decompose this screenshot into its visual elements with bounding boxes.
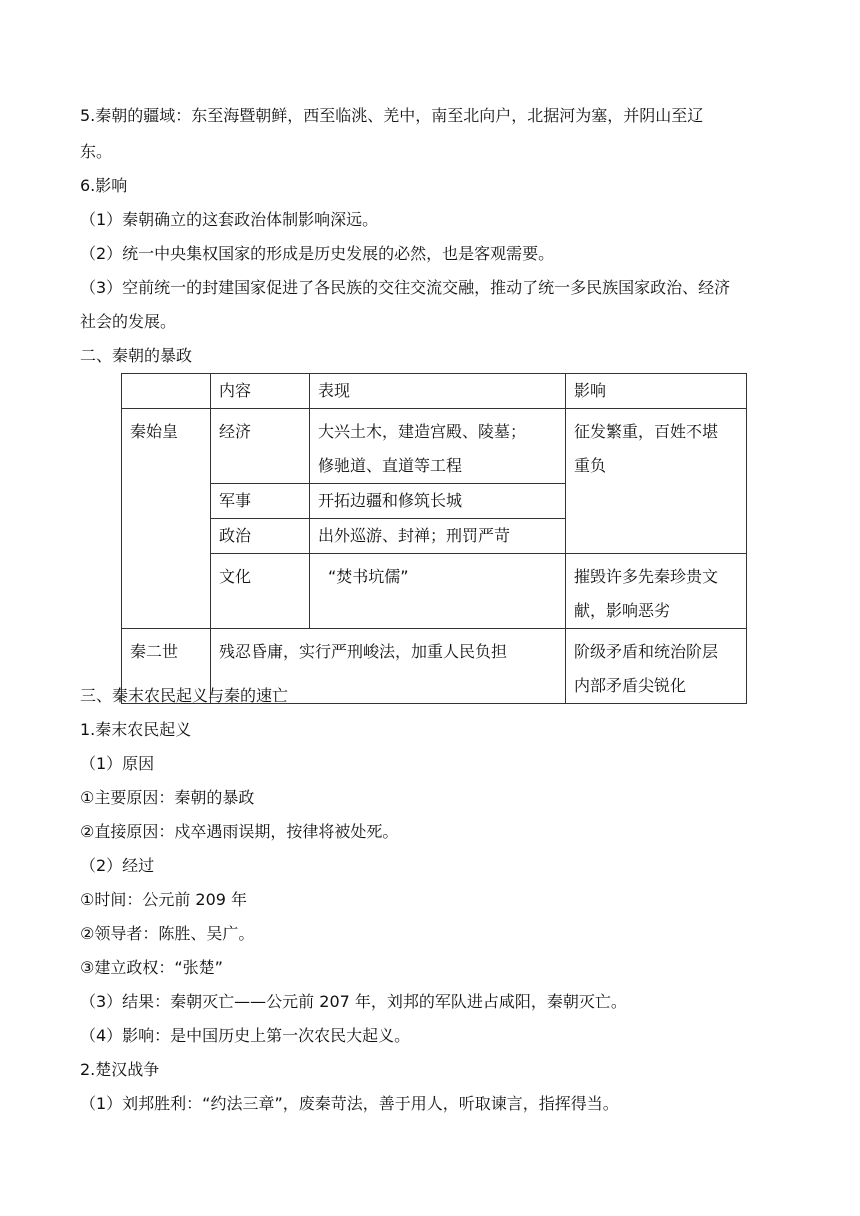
table-cell [566,554,747,629]
text-line: 5.秦朝的疆域：东至海暨朝鲜，西至临洮、羌中，南至北向户，北据河为塞，并阴山至辽 [80,106,704,125]
text-line: ①主要原因：秦朝的暴政 [80,788,255,807]
text-line: （4）影响：是中国历史上第一次农民大起义。 [80,1026,411,1045]
table-header-cell: 内容 [211,374,310,409]
cell-line: 征发繁重，百姓不堪 [574,422,719,441]
section-heading: 三、秦末农民起义与秦的速亡 [80,686,289,705]
text-line: ①时间：公元前 209 年 [80,890,248,909]
section-heading: 二、秦朝的暴政 [80,346,193,365]
table-cell: 文化 [211,554,310,629]
section-heading: 2.楚汉战争 [80,1060,160,1079]
text-line: ③建立政权：“张楚” [80,958,223,977]
table-cell: 军事 [211,484,310,519]
table-row [122,409,747,484]
cell-line: 阶级矛盾和统治阶层 [574,642,719,661]
table-cell: 经济 [211,409,310,484]
table-header-cell: 影响 [566,374,747,409]
text-line: （1）秦朝确立的这套政治体制影响深远。 [80,210,379,229]
table-cell-emperor: 秦始皇 [122,409,211,629]
text-line: 社会的发展。 [80,312,177,331]
cell-line: 重负 [574,456,607,475]
table-header-cell [122,374,211,409]
table-header-cell: 表现 [310,374,566,409]
cell-line: 摧毁许多先秦珍贵文 [574,567,719,586]
text-line: （1）刘邦胜利：“约法三章”，废秦苛法，善于用人，听取谏言，指挥得当。 [80,1094,619,1113]
text-line: （3）空前统一的封建国家促进了各民族的交往交流交融，推动了统一多民族国家政治、经济 [80,278,731,297]
text-line: （2）经过 [80,856,155,875]
text-line: 东。 [80,142,113,161]
table-cell: 政治 [211,519,310,554]
text-line: （1）原因 [80,754,155,773]
tyranny-table [121,373,747,704]
section-heading: 1.秦末农民起义 [80,720,192,739]
text-line: ②领导者：陈胜、吴广。 [80,924,255,943]
table-cell: “焚书坑儒” [310,554,566,629]
text-line: （2）统一中央集权国家的形成是历史发展的必然，也是客观需要。 [80,244,555,263]
cell-line: 修驰道、直道等工程 [318,456,463,475]
table-cell-emperor: 秦二世 [122,629,211,704]
table-cell: 残忍昏庸，实行严刑峻法，加重人民负担 [211,629,566,704]
cell-line: 大兴土木，建造宫殿、陵墓； [318,422,527,441]
text-line: （3）结果：秦朝灭亡——公元前 207 年，刘邦的军队进占咸阳，秦朝灭亡。 [80,992,627,1011]
text-line: ②直接原因：戍卒遇雨误期，按律将被处死。 [80,822,399,841]
cell-line: 献，影响恶劣 [574,601,671,620]
cell-line: 内部矛盾尖锐化 [574,676,687,695]
table-cell [310,409,566,484]
table-cell [566,409,747,554]
table-cell: 出外巡游、封禅；刑罚严苛 [310,519,566,554]
table-cell [566,629,747,704]
table-row [122,374,747,409]
table-row [122,554,747,629]
table-cell: 开拓边疆和修筑长城 [310,484,566,519]
section-heading: 6.影响 [80,176,128,195]
